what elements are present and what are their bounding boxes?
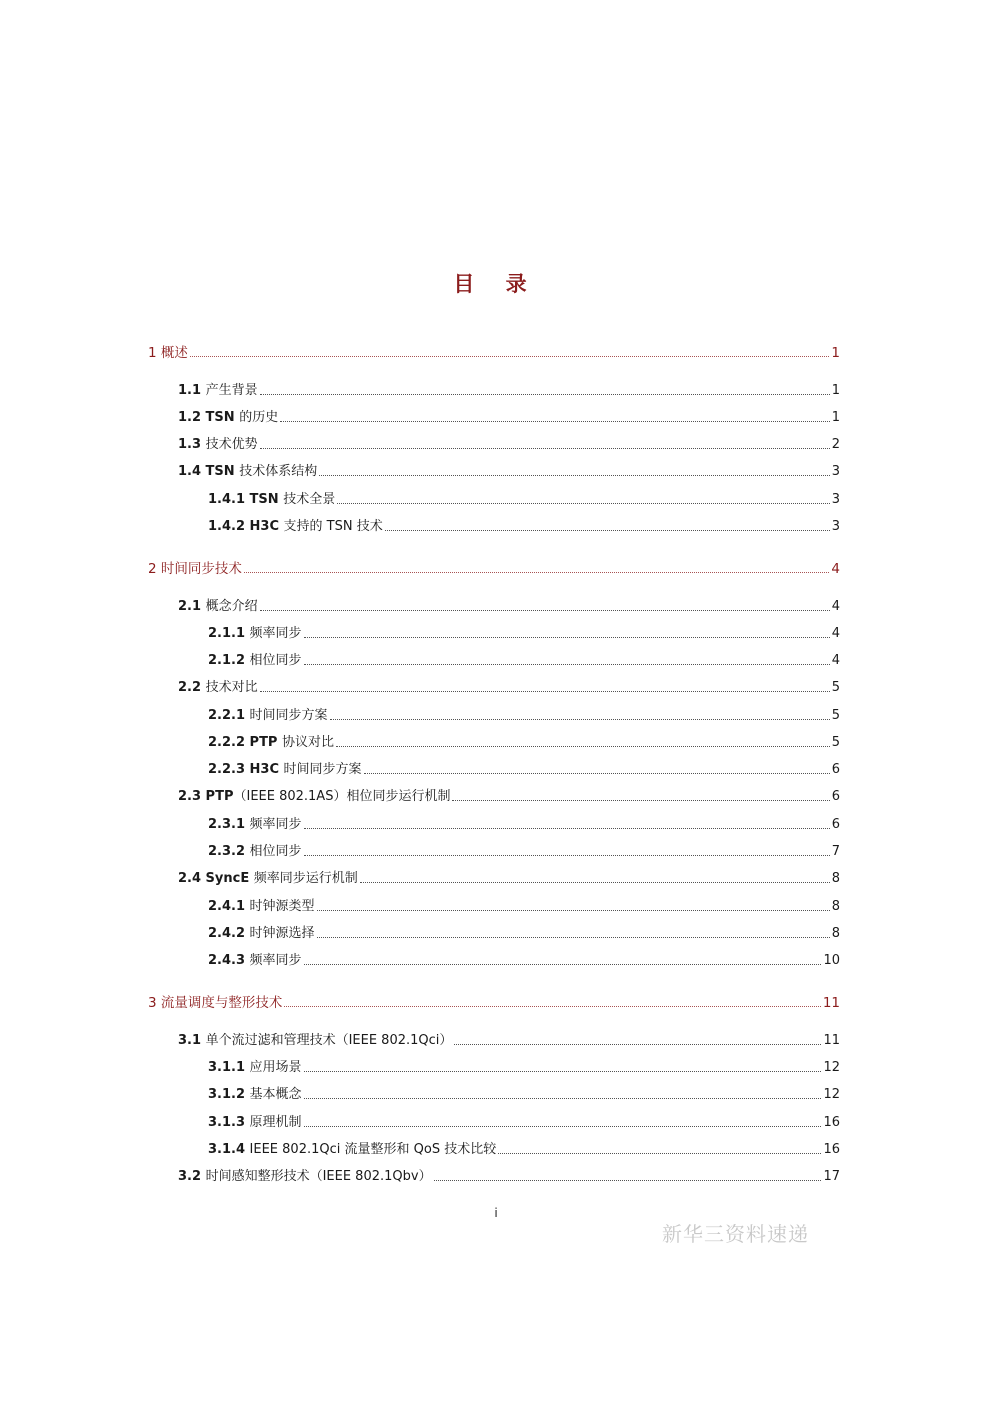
toc-leader-dots [317,909,830,911]
toc-entry[interactable] [208,898,840,916]
toc-entry-number: 3 [148,995,161,1011]
toc-leader-dots [434,1179,822,1181]
toc-entry-title: 概念介绍 [205,599,258,614]
toc-leader-dots [304,636,830,638]
toc-entry[interactable] [178,679,840,697]
toc-entry[interactable] [178,409,840,427]
toc-entry[interactable] [208,843,840,861]
toc-entry-title: 频率同步 [249,817,302,832]
toc-entry[interactable] [208,761,840,779]
toc-entry-page: 11 [823,1033,840,1048]
toc-entry[interactable] [208,1141,840,1159]
toc-entry-number: 1 [148,345,161,361]
toc-entry-page: 1 [831,345,840,361]
toc-leader-dots [364,772,830,774]
toc-entry-number: 2.4.3 [208,953,250,968]
toc-entry-page: 8 [831,899,840,914]
toc-entry-number: 2.2.2 PTP [208,735,282,750]
toc-leader-dots [336,745,830,747]
toc-entry-title: 时间同步技术 [160,561,242,577]
toc-entry-number: 1.3 [178,437,206,452]
toc-entry[interactable] [208,734,840,752]
toc-entry-number: 2.2.3 H3C [208,762,284,777]
toc-leader-dots [498,1152,821,1154]
toc-entry-title: 技术优势 [205,437,258,452]
toc-entry-page: 2 [831,437,840,452]
toc-entry-number: 1.2 TSN [178,410,240,425]
toc-entry-page: 4 [831,599,840,614]
toc-leader-dots [337,502,830,504]
toc-entry[interactable] [208,652,840,670]
toc-leader-dots [260,609,830,611]
toc-entry-title: 的历史 [239,410,279,425]
toc-entry-page: 3 [831,519,840,534]
toc-entry-page: 8 [831,871,840,886]
toc-leader-dots [304,1070,822,1072]
toc-entry[interactable] [208,1059,840,1077]
toc-entry-page: 1 [831,383,840,398]
toc-leader-dots [452,799,829,801]
toc-entry-page: 1 [831,410,840,425]
toc-entry-page: 12 [823,1087,840,1102]
toc-leader-dots [385,529,830,531]
toc-leader-dots [319,474,830,476]
toc-entry[interactable] [178,870,840,888]
toc-entry-title: 单个流过滤和管理技术（IEEE 802.1Qci） [205,1033,453,1048]
toc-entry-title: 应用场景 [249,1060,302,1075]
toc-entry[interactable] [208,952,840,970]
toc-entry-page: 8 [831,926,840,941]
toc-entry-title: 时间感知整形技术（IEEE 802.1Qbv） [205,1169,432,1184]
page-number: i [494,1206,498,1220]
toc-entry-number: 2 [148,561,161,577]
toc-entry-title: 相位同步 [249,653,302,668]
toc-entry[interactable] [148,344,840,362]
toc-entry-page: 11 [822,995,840,1011]
toc-title: 目 录 [453,272,539,296]
toc-entry-page: 6 [831,789,840,804]
toc-entry-page: 10 [823,953,840,968]
toc-entry-title: 技术体系结构 [239,464,318,479]
toc-entry-title: 时钟源选择 [249,926,315,941]
toc-entry-page: 17 [823,1169,840,1184]
toc-entry-title: 流量调度与整形技术 [160,995,283,1011]
toc-entry-title: 技术全景 [283,492,336,507]
toc-entry-number: 1.4.2 H3C [208,519,284,534]
toc-leader-dots [360,881,830,883]
toc-entry-page: 6 [831,762,840,777]
toc-entry[interactable] [178,598,840,616]
toc-entry[interactable] [178,382,840,400]
toc-entry-number: 3.1 [178,1033,206,1048]
toc-entry[interactable] [208,925,840,943]
toc-entry-title: IEEE 802.1Qci 流量整形和 QoS 技术比较 [249,1142,497,1157]
toc-entry[interactable] [148,994,840,1012]
watermark: 新华三资料速递 [662,1222,809,1246]
toc-leader-dots [280,420,830,422]
toc-entry-page: 5 [831,708,840,723]
toc-entry[interactable] [178,1032,840,1050]
toc-entry-number: 3.2 [178,1169,206,1184]
toc-entry-page: 5 [831,680,840,695]
toc-entry-title: 技术对比 [205,680,258,695]
toc-entry[interactable] [148,560,840,578]
toc-entry-title: 概述 [160,345,188,361]
toc-entry-title: 时间同步方案 [249,708,328,723]
toc-leader-dots [304,963,822,965]
toc-entry-number: 3.1.4 [208,1142,250,1157]
toc-entry-title: 时间同步方案 [283,762,362,777]
toc-entry-number: 2.1.2 [208,653,250,668]
toc-entry-title: 频率同步 [249,626,302,641]
toc-entry-page: 16 [823,1115,840,1130]
toc-entry-number: 2.1 [178,599,206,614]
toc-entry-page: 5 [831,735,840,750]
toc-leader-dots [454,1043,821,1045]
toc-leader-dots [244,571,830,573]
toc-entry-number: 2.2.1 [208,708,250,723]
toc-leader-dots [304,854,830,856]
toc-entry[interactable] [178,788,840,806]
toc-leader-dots [260,393,830,395]
toc-entry[interactable] [208,1114,840,1132]
toc-entry-title: （IEEE 802.1AS）相位同步运行机制 [233,789,451,804]
toc-entry-title: 相位同步 [249,844,302,859]
toc-entry-title: 频率同步 [249,953,302,968]
toc-leader-dots [304,1097,822,1099]
toc-entry-title: 时钟源类型 [249,899,315,914]
toc-entry-number: 2.3 PTP [178,789,234,804]
toc-entry-number: 2.3.2 [208,844,250,859]
toc-entry-page: 7 [831,844,840,859]
toc-entry-number: 2.4.1 [208,899,250,914]
toc-entry[interactable] [208,518,840,536]
toc-entry-number: 1.1 [178,383,206,398]
toc-entry-number: 2.3.1 [208,817,250,832]
toc-entry-title: 协议对比 [282,735,335,750]
toc-entry-page: 4 [831,626,840,641]
toc-entry-number: 3.1.2 [208,1087,250,1102]
toc-leader-dots [190,355,830,357]
toc-leader-dots [260,690,830,692]
toc-leader-dots [330,718,830,720]
toc-entry-number: 2.4.2 [208,926,250,941]
toc-leader-dots [304,1125,822,1127]
toc-entry-page: 3 [831,492,840,507]
toc-entry-number: 3.1.3 [208,1115,250,1130]
toc-entry-number: 2.2 [178,680,206,695]
toc-entry-title: 频率同步运行机制 [253,871,358,886]
toc-entry-number: 1.4 TSN [178,464,240,479]
toc-entry-number: 3.1.1 [208,1060,250,1075]
toc-leader-dots [260,447,830,449]
toc-entry-page: 12 [823,1060,840,1075]
toc-leader-dots [304,827,830,829]
toc-entry[interactable] [208,625,840,643]
toc-entry[interactable] [178,1168,840,1186]
toc-entry[interactable] [208,816,840,834]
toc-entry-title: 原理机制 [249,1115,302,1130]
toc-leader-dots [284,1005,820,1007]
toc-leader-dots [304,663,830,665]
toc-entry-number: 2.1.1 [208,626,250,641]
toc-entry-number: 2.4 SyncE [178,871,254,886]
toc-entry-page: 4 [831,561,840,577]
toc-entry-page: 6 [831,817,840,832]
toc-entry-title: 产生背景 [205,383,258,398]
toc-entry-number: 1.4.1 TSN [208,492,284,507]
toc-entry-page: 3 [831,464,840,479]
toc-entry[interactable] [208,707,840,725]
toc-entry-title: 支持的 TSN 技术 [283,519,383,534]
toc-entry[interactable] [208,491,840,509]
toc-entry[interactable] [178,463,840,481]
toc-entry[interactable] [208,1086,840,1104]
toc-entry-page: 16 [823,1142,840,1157]
toc-entry-page: 4 [831,653,840,668]
toc-leader-dots [317,936,830,938]
toc-entry-title: 基本概念 [249,1087,302,1102]
toc-entry[interactable] [178,436,840,454]
